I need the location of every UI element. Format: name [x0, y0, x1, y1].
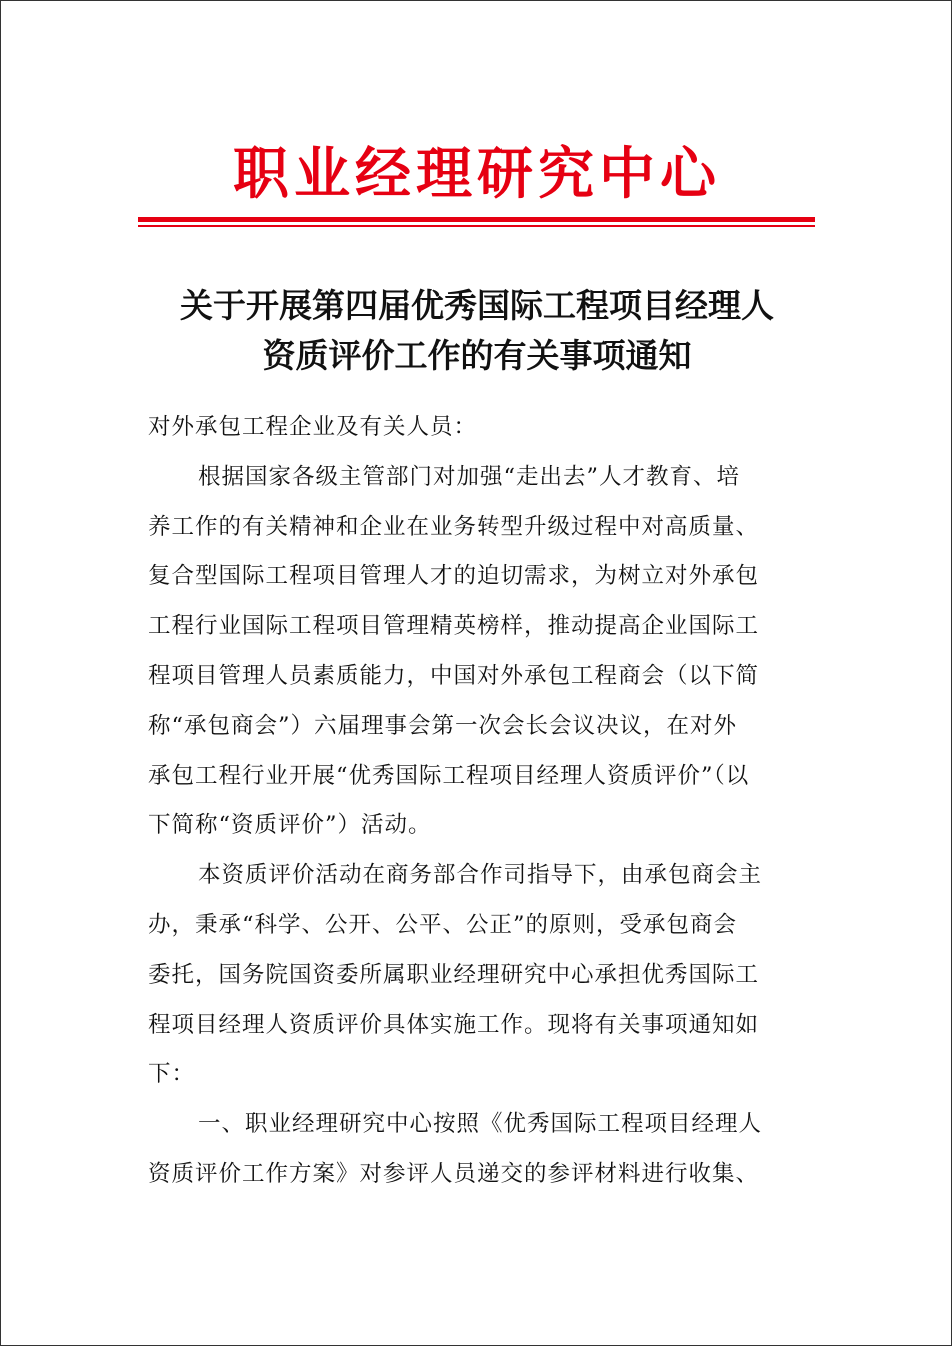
paragraph-1	[148, 453, 813, 851]
paragraph-line: 工程行业国际工程项目管理精英榜样，推动提高企业国际工	[148, 613, 760, 640]
paragraph-line: 办，秉承“科学、公开、公平、公正”的原则，受承包商会	[148, 911, 738, 938]
paragraph-2	[148, 851, 813, 1100]
paragraph-line: 下简称“资质评价”）活动。	[148, 812, 432, 839]
paragraph-line: 委托，国务院国资委所属职业经理研究中心承担优秀国际工	[148, 961, 760, 988]
notice-body	[148, 403, 813, 1200]
paragraph-line: 下：	[148, 1061, 196, 1088]
paragraph-line: 资质评价工作方案》对参评人员递交的参评材料进行收集、	[148, 1160, 760, 1187]
rule-thick-line	[138, 217, 815, 222]
rule-thin-line	[138, 225, 815, 227]
paragraph-line: 程项目管理人员素质能力，中国对外承包工程商会（以下简	[148, 662, 760, 689]
masthead-rule	[138, 217, 815, 229]
notice-title-line-2: 资质评价工作的有关事项通知	[262, 336, 692, 375]
paragraph-line: 复合型国际工程项目管理人才的迫切需求，为树立对外承包	[148, 563, 760, 590]
salutation: 对外承包工程企业及有关人员：	[148, 414, 478, 440]
masthead-title: 职业经理研究中心	[233, 141, 721, 207]
paragraph-line: 承包工程行业开展“优秀国际工程项目经理人资质评价”（以	[148, 762, 750, 789]
paragraph-line: 根据国家各级主管部门对加强“走出去”人才教育、培	[198, 463, 741, 490]
notice-title-line-1: 关于开展第四届优秀国际工程项目经理人	[180, 286, 774, 325]
paragraph-line: 称“承包商会”）六届理事会第一次会长会议决议，在对外	[148, 712, 738, 739]
paragraph-3	[148, 1100, 813, 1200]
notice-title	[121, 281, 833, 381]
paragraph-line: 一、职业经理研究中心按照《优秀国际工程项目经理人	[198, 1111, 763, 1138]
paragraph-line: 本资质评价活动在商务部合作司指导下，由承包商会主	[198, 862, 763, 889]
paragraph-line: 程项目经理人资质评价具体实施工作。现将有关事项通知如	[148, 1011, 760, 1038]
paragraph-line: 养工作的有关精神和企业在业务转型升级过程中对高质量、	[148, 513, 760, 540]
